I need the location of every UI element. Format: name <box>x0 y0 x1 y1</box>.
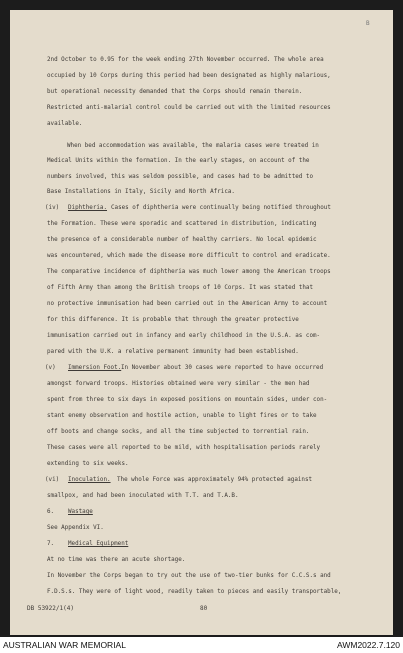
text-line: spent from three to six days in exposed positions on mountain sides, under con- <box>47 397 328 403</box>
text-line: numbers involved, this was seldom possible, and cases had to be admitted to <box>47 174 313 180</box>
item-number: (iv) <box>45 205 60 211</box>
document-page <box>10 10 393 635</box>
section-heading: Medical Equipment <box>68 541 129 547</box>
text-line: occupied by 10 Corps during this period had been designated as highly malarious, <box>47 73 331 79</box>
text-line: available. <box>47 121 83 127</box>
corner-mark: B <box>366 20 370 27</box>
text-line: Restricted anti-malarial control could be carried out with the limited resources <box>47 105 331 111</box>
item-heading: Inoculation. <box>68 477 111 483</box>
page-number: 80 <box>200 605 208 612</box>
text-line: the presence of a considerable number of healthy carriers. No local epidemic <box>47 237 317 243</box>
document-reference: DB 53922/1(4) <box>27 605 74 612</box>
text-line: was encountered, which made the disease more difficult to control and eradicate. <box>47 253 331 259</box>
text-line: amongst forward troops. Histories obtained were very similar - the men had <box>47 381 310 387</box>
text-line: In November about 30 cases were reported to have occurred <box>121 365 324 371</box>
section-heading: Wastage <box>68 509 93 515</box>
text-line: 2nd October to 0.95 for the week ending 27th November occurred. The whole area <box>47 57 324 63</box>
caption-bar <box>0 637 403 653</box>
text-line: Base Installations in Italy, Sicily and North Africa. <box>47 189 235 195</box>
text-line: of Fifth Army than among the British troops of 10 Corps. It was stated that <box>47 285 313 291</box>
text-line: for this difference. It is probable that through the greater protective <box>47 317 299 323</box>
section-number: 7. <box>47 541 55 547</box>
text-line: When bed accommodation was available, the malaria cases were treated in <box>67 143 319 149</box>
text-line: no protective immunisation had been carried out in the American Army to account <box>47 301 328 307</box>
text-line: off boots and change socks, and all the time subjected to torrential rain. <box>47 429 310 435</box>
section-number: 6. <box>47 509 55 515</box>
text-line: At no time was there an acute shortage. <box>47 557 186 563</box>
item-number: (v) <box>45 365 56 371</box>
text-line: These cases were all reported to be mild, with hospitalisation periods rarely <box>47 445 321 451</box>
text-line: extending to six weeks. <box>47 461 129 467</box>
item-heading: Immersion Foot. <box>68 365 122 371</box>
item-number: (vi) <box>45 477 60 483</box>
item-heading: Diphtheria. <box>68 205 108 211</box>
text-line: pared with the U.K. a relative permanent immunity had been established. <box>47 349 299 355</box>
text-line: Medical Units within the formation. In the early stages, on account of the <box>47 158 310 164</box>
text-line: stant enemy observation and hostile action, unable to light fires or to take <box>47 413 317 419</box>
text-line: Cases of diphtheria were continually being notified throughout <box>111 205 331 211</box>
text-line: immunisation carried out in infancy and early childhood in the U.S.A. as com- <box>47 333 321 339</box>
text-line: The comparative incidence of diphtheria was much lower among the American troops <box>47 269 331 275</box>
text-line: the Formation. These were sporadic and scattered in distribution, indicating <box>47 221 317 227</box>
text-line: In November the Corps began to try out the use of two-tier bunks for C.C.S.s and <box>47 573 331 579</box>
text-line: but operational necessity demanded that the Corps should remain therein. <box>47 89 303 95</box>
text-line: smallpox, and had been inoculated with T.T. and T.A.B. <box>47 493 239 499</box>
text-line: See Appendix VI. <box>47 525 104 531</box>
caption-left: AUSTRALIAN WAR MEMORIAL <box>3 640 126 650</box>
text-line: The whole Force was approximately 94% protected against <box>117 477 313 483</box>
caption-right: AWM2022.7.120 <box>337 640 400 650</box>
text-line: F.D.S.s. They were of light wood, readily taken to pieces and easily transportable, <box>47 589 342 595</box>
